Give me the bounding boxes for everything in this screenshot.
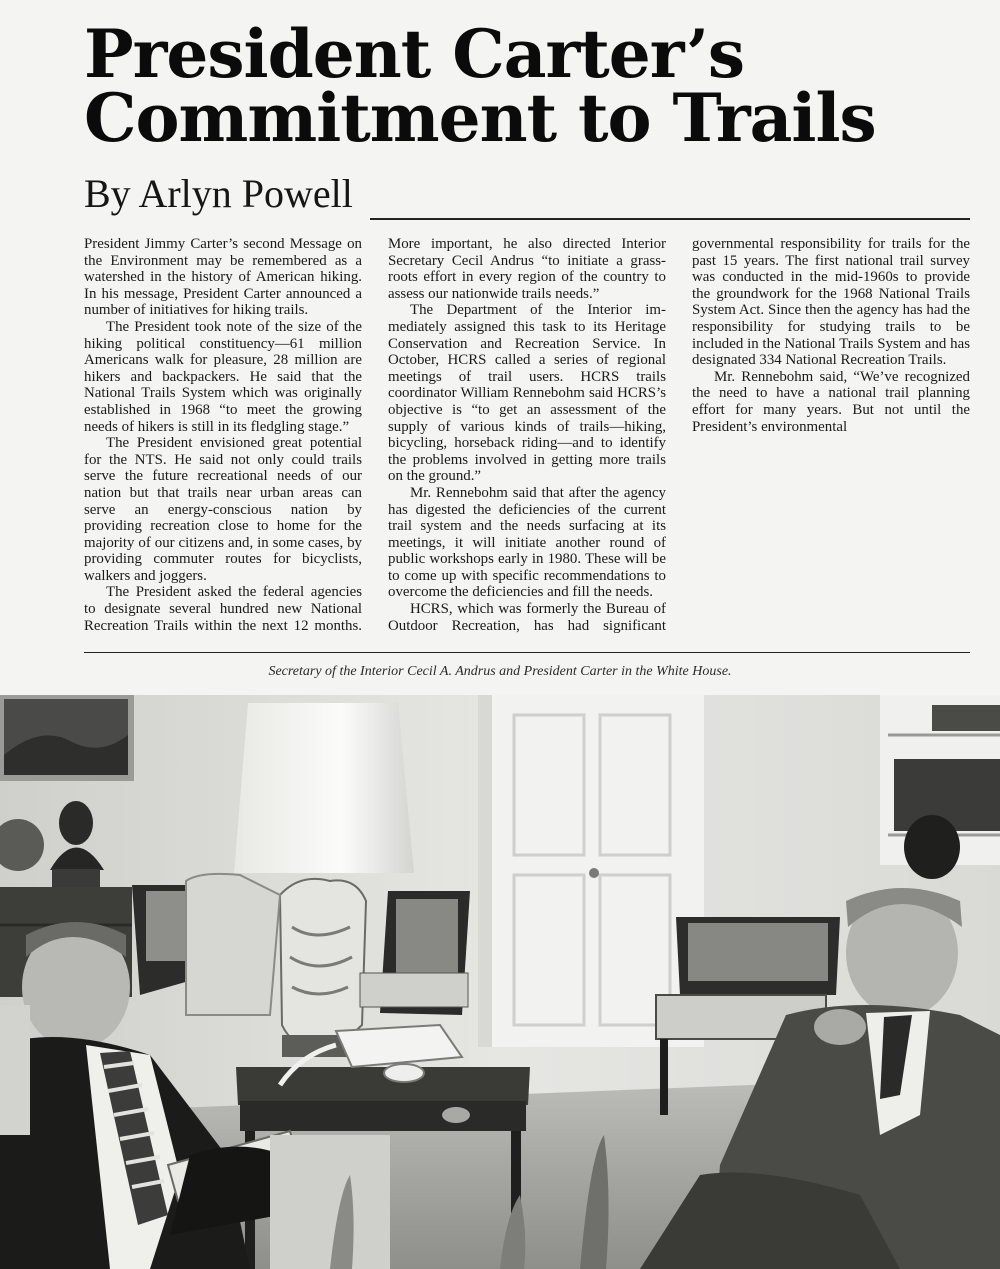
paragraph: Mr. Rennebohm said that after the agency has digested the deficiencies of the current trail system and the needs surfacing at its meetings, it will initiate another round of public workshops early in 1980. These will be to come up with specific recommendations to overcome the deficiencies and fill the needs. (388, 484, 666, 601)
title-line-2: Commitment to Trails (84, 79, 876, 157)
article-title (84, 15, 876, 157)
paragraph: The Department of the Interior immediately assigned this task to its Heritage Conservation and Recreation Service. In October, HCRS called a series of regional meetings of trail users. HCRS trails coordinator William Rennebohm said HCRS’s objective is “to get an assessment of the supply of various kinds of trails—hiking, bicycling, horseback riding—and to identify the problems involved in getting more trails on the ground.” (388, 302, 666, 485)
paragraph: HCRS, which was formerly the Bureau of Outdoor Recreation, has had significant governmental responsibility for trails for the past 15 years. The first national trail survey was conducted in the mid-1960s to provide the groundwork for the 1968 National Trails System Act. Since then the agency has had the responsibility for studying trails to be included in the National Trails System and has designated 334 National Recreation Trails. (388, 236, 970, 634)
paragraph: Mr. Rennebohm said, “We’ve recognized the need to have a national trail planning effort for many years. But not until the President’s environmental (692, 368, 970, 435)
header-rule (370, 218, 970, 220)
paragraph: The President asked the federal agencies to designate several hundred new National Recreation Trails within the next 12 months. More important, he also directed Interior Secretary Cecil Andrus “to initiate a grass-roots effort in every region of the country to assess our nationwide trails needs.” (84, 236, 666, 634)
paragraph: President Jimmy Carter’s second Message on the Environment may be remembered as a watershed in the history of American hiking. In his message, President Carter announced a number of initiatives for hiking trails. (84, 236, 362, 319)
article-body (84, 236, 970, 646)
paragraph: The President took note of the size of the hiking political constituency—61 million Americans walk for pleasure, 28 million are hikers and backpackers. He said that the National Trails System which was originally established in 1968 “to meet the growing needs of hikers is still in its fledgling stage.” (84, 318, 362, 435)
photo-caption: Secretary of the Interior Cecil A. Andrus and President Carter in the White House. (268, 664, 732, 679)
byline: By Arlyn Powell (84, 171, 353, 216)
white-house-photo (0, 695, 1000, 1269)
paragraph: The President envisioned great potential for the NTS. He said not only could trails serve the future recreational needs of our nation but that trails near urban areas can serve an energy-conscious nation by providing recreation close to home for the majority of our citizens and, in some cases, by providing commuter routes for bicyclists, walkers and joggers. (84, 435, 362, 584)
title-line-1: President Carter’s (84, 15, 745, 93)
caption-rule (84, 652, 970, 653)
